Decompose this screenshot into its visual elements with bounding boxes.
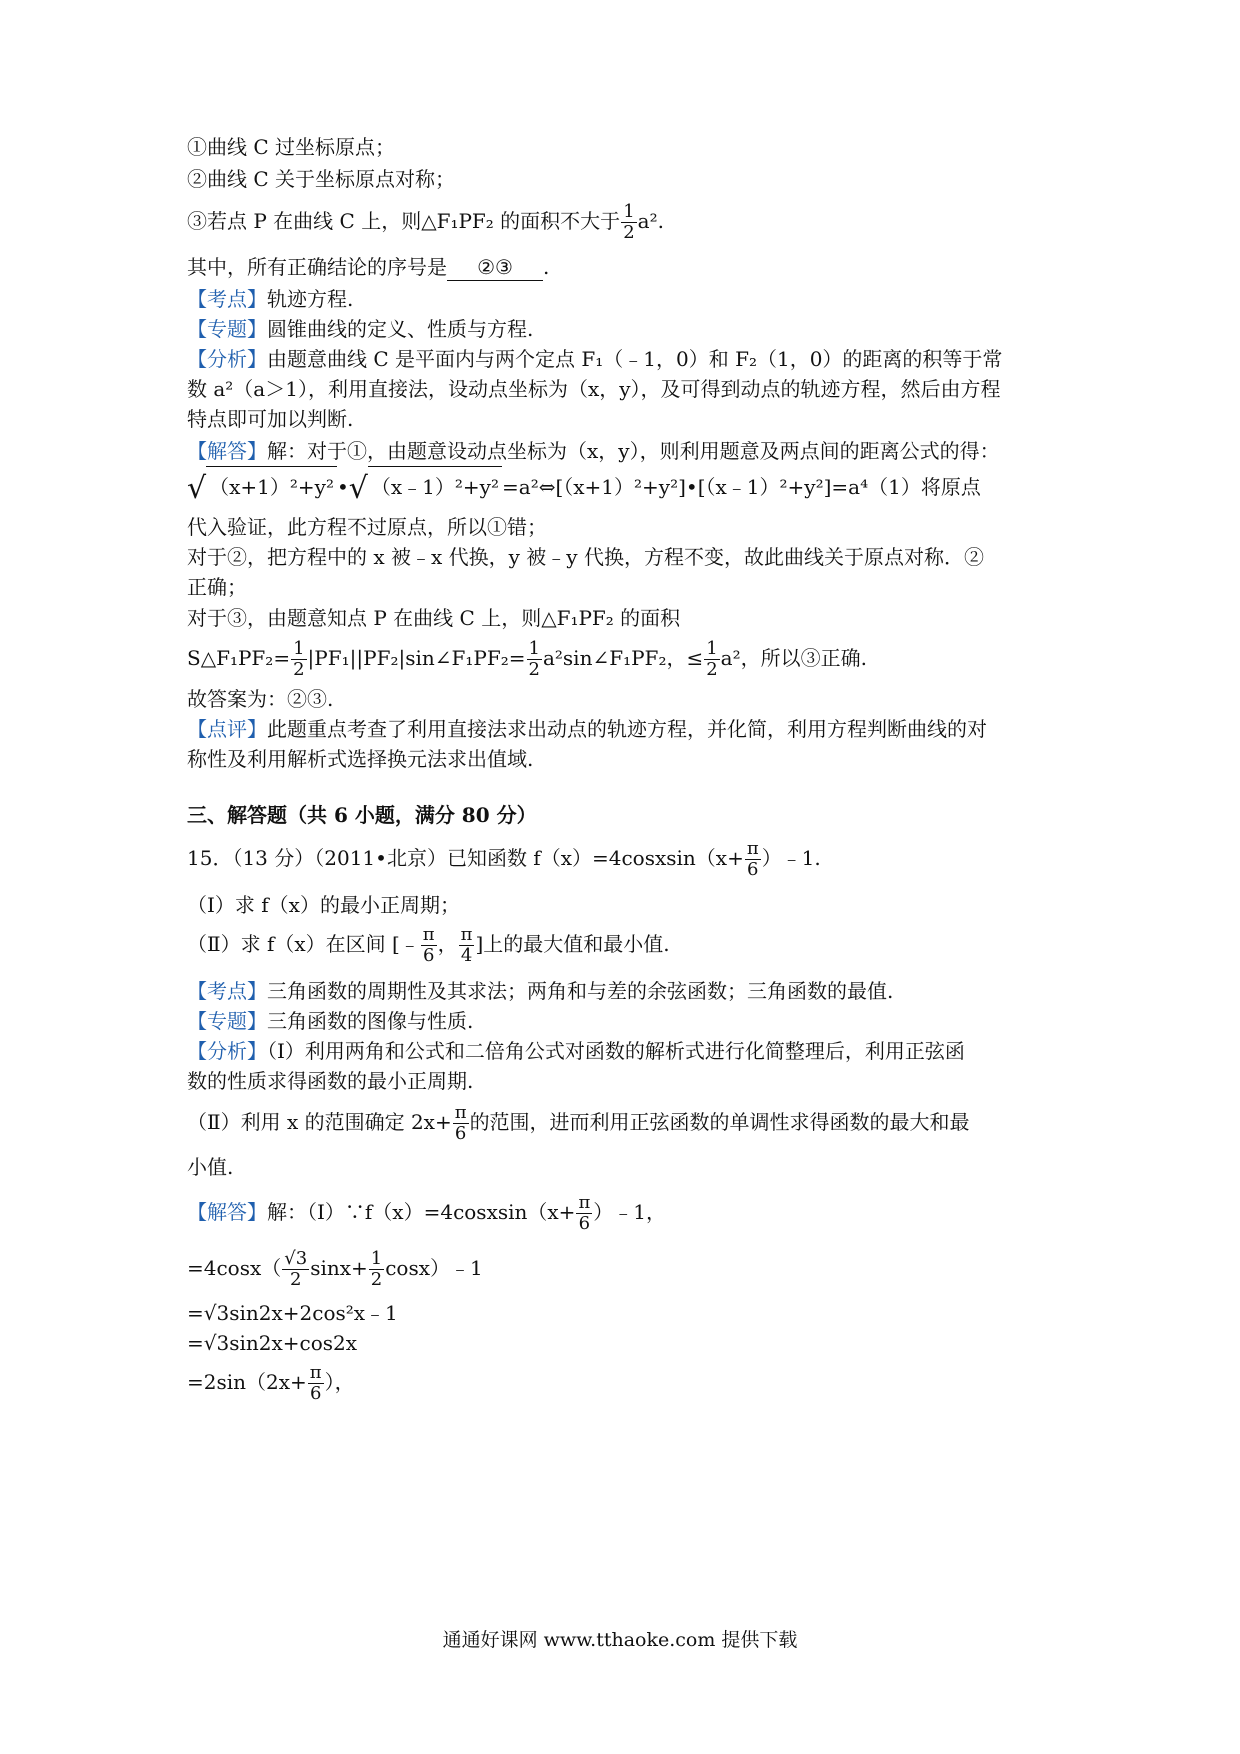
jieda-line-4: 正确；: [187, 575, 247, 599]
equation-1: √ （x+1）²+y² •√ （x﹣1）²+y² =a²⇔[（x+1）²+y²]•[（x﹣1）²+y²]=a⁴（1）将原点: [187, 466, 1067, 509]
q15-jieda-line: 【解答】解：（Ⅰ）∵f（x）=4cosxsin（x+ $\frac{\pi}{6}$ ）﹣1，: [187, 1192, 667, 1234]
zhuanti-tag: 【专题】: [187, 1009, 267, 1033]
fraction: $\frac{1}{2}$: [293, 638, 305, 680]
answer-blank: ②③: [447, 254, 543, 281]
answer-line: 故答案为：②③.: [187, 687, 334, 711]
conclusion-3-text: ③若点 P 在曲线 C 上，则△F₁PF₂ 的面积不大于: [187, 209, 621, 233]
fraction: $\frac{√3}{2}$: [284, 1248, 308, 1290]
fenxi-tag: 【分析】: [187, 1039, 267, 1063]
dianping-line-2: 称性及利用解析式选择换元法求出值域.: [187, 747, 534, 771]
fraction: $\frac{1}{2}$: [623, 201, 635, 243]
fraction: $\frac{\pi}{6}$: [578, 1192, 591, 1234]
q15-kaodian-line: 【考点】三角函数的周期性及其求法；两角和与差的余弦函数；三角函数的最值.: [187, 979, 894, 1003]
fraction: $\frac{\pi}{6}$: [309, 1362, 322, 1404]
jieda-tag: 【解答】: [187, 1200, 267, 1224]
conclusion-2: ②曲线 C 关于坐标原点对称；: [187, 167, 456, 191]
section-heading: 三、解答题（共 6 小题，满分 80 分）: [187, 803, 537, 827]
q15-step-2: =√3sin2x+2cos²x﹣1: [187, 1301, 398, 1325]
q15-fenxi-line-3: （Ⅱ）利用 x 的范围确定 2x+ $\frac{\pi}{6}$ 的范围，进而利用正弦函数的单调性求得函数的最大和最: [187, 1102, 970, 1144]
fraction: $\frac{1}{2}$: [706, 638, 718, 680]
fenxi-line-2: 数 a²（a＞1），利用直接法，设动点坐标为（x，y），及可得到动点的轨迹方程，然后由方程: [187, 377, 1001, 401]
zhuanti-tag: 【专题】: [187, 317, 267, 341]
jieda-line-1: 【解答】解：对于①，由题意设动点坐标为（x，y），则利用题意及两点间的距离公式的得：: [187, 439, 1000, 463]
jieda-line-5: 对于③，由题意知点 P 在曲线 C 上，则△F₁PF₂ 的面积: [187, 606, 681, 630]
fraction: $\frac{\pi}{6}$: [746, 838, 759, 880]
q15-stem: 15．（13 分）（2011•北京）已知函数 f（x）=4cosxsin（x+ $\frac{\pi}{6}$ ）﹣1.: [187, 838, 821, 880]
jieda-line-2: 代入验证，此方程不过原点，所以①错；: [187, 515, 547, 539]
q15-zhuanti-line: 【专题】三角函数的图像与性质.: [187, 1009, 474, 1033]
fraction: $\frac{1}{2}$: [370, 1248, 383, 1290]
fenxi-tag: 【分析】: [187, 347, 267, 371]
equation-2: S△F₁PF₂= $\frac{1}{2}$ |PF₁||PF₂|sin∠F₁PF₂= $\frac{1}{2}$ a²sin∠F₁PF₂，≤ $\frac{1}{2}$ a²，所以③正确.: [187, 638, 867, 680]
fraction: $\frac{\pi}{4}$: [460, 924, 473, 966]
q15-step-3: =√3sin2x+cos2x: [187, 1331, 358, 1355]
conclusion-1: ①曲线 C 过坐标原点；: [187, 135, 396, 159]
q15-part-1: （Ⅰ）求 f（x）的最小正周期；: [187, 893, 460, 917]
kaodian-tag: 【考点】: [187, 287, 267, 311]
q15-fenxi-line-2: 数的性质求得函数的最小正周期.: [187, 1069, 474, 1093]
q15-fenxi-line-1: 【分析】（Ⅰ）利用两角和公式和二倍角公式对函数的解析式进行化简整理后，利用正弦函: [187, 1039, 965, 1063]
q15-fenxi-line-4: 小值.: [187, 1155, 234, 1179]
zhuanti-line: 【专题】圆锥曲线的定义、性质与方程.: [187, 317, 534, 341]
q15-step-4: =2sin（2x+ $\frac{\pi}{6}$ ），: [187, 1362, 355, 1404]
jieda-line-3: 对于②，把方程中的 x 被﹣x 代换，y 被﹣y 代换，方程不变，故此曲线关于原点对称．②: [187, 545, 984, 569]
sqrt-sign: √: [187, 471, 207, 506]
fenxi-line-3: 特点即可加以判断.: [187, 407, 354, 431]
dianping-line-1: 【点评】此题重点考查了利用直接法求出动点的轨迹方程，并化简，利用方程判断曲线的对: [187, 717, 987, 741]
fraction: $\frac{1}{2}$: [528, 638, 540, 680]
kaodian-line: 【考点】轨迹方程.: [187, 287, 354, 311]
fraction: $\frac{\pi}{6}$: [422, 924, 435, 966]
q15-step-1: =4cosx（ $\frac{√3}{2}$ sinx+ $\frac{1}{2}$ cosx）﹣1: [187, 1248, 483, 1290]
jieda-tag: 【解答】: [187, 439, 267, 463]
sqrt-radicand: （x+1）²+y²: [206, 466, 337, 507]
page-footer: 通通好课网 www.tthaoke.com 提供下载: [442, 1629, 798, 1651]
sqrt-radicand: （x﹣1）²+y²: [368, 466, 502, 507]
dianping-tag: 【点评】: [187, 717, 267, 741]
kaodian-tag: 【考点】: [187, 979, 267, 1003]
conclusion-3: ③若点 P 在曲线 C 上，则△F₁PF₂ 的面积不大于 $\frac{1}{2}$ a².: [187, 201, 664, 243]
fraction: $\frac{\pi}{6}$: [454, 1102, 467, 1144]
sqrt-sign: √: [348, 471, 368, 506]
question-line: 其中，所有正确结论的序号是 ②③ .: [187, 255, 550, 279]
q15-part-2: （Ⅱ）求 f（x）在区间 [﹣ $\frac{\pi}{6}$ ， $\frac{\pi}{4}$ ]上的最大值和最小值.: [187, 924, 670, 966]
fenxi-line-1: 【分析】由题意曲线 C 是平面内与两个定点 F₁（﹣1，0）和 F₂（1，0）的距离的积等于常: [187, 347, 1003, 371]
